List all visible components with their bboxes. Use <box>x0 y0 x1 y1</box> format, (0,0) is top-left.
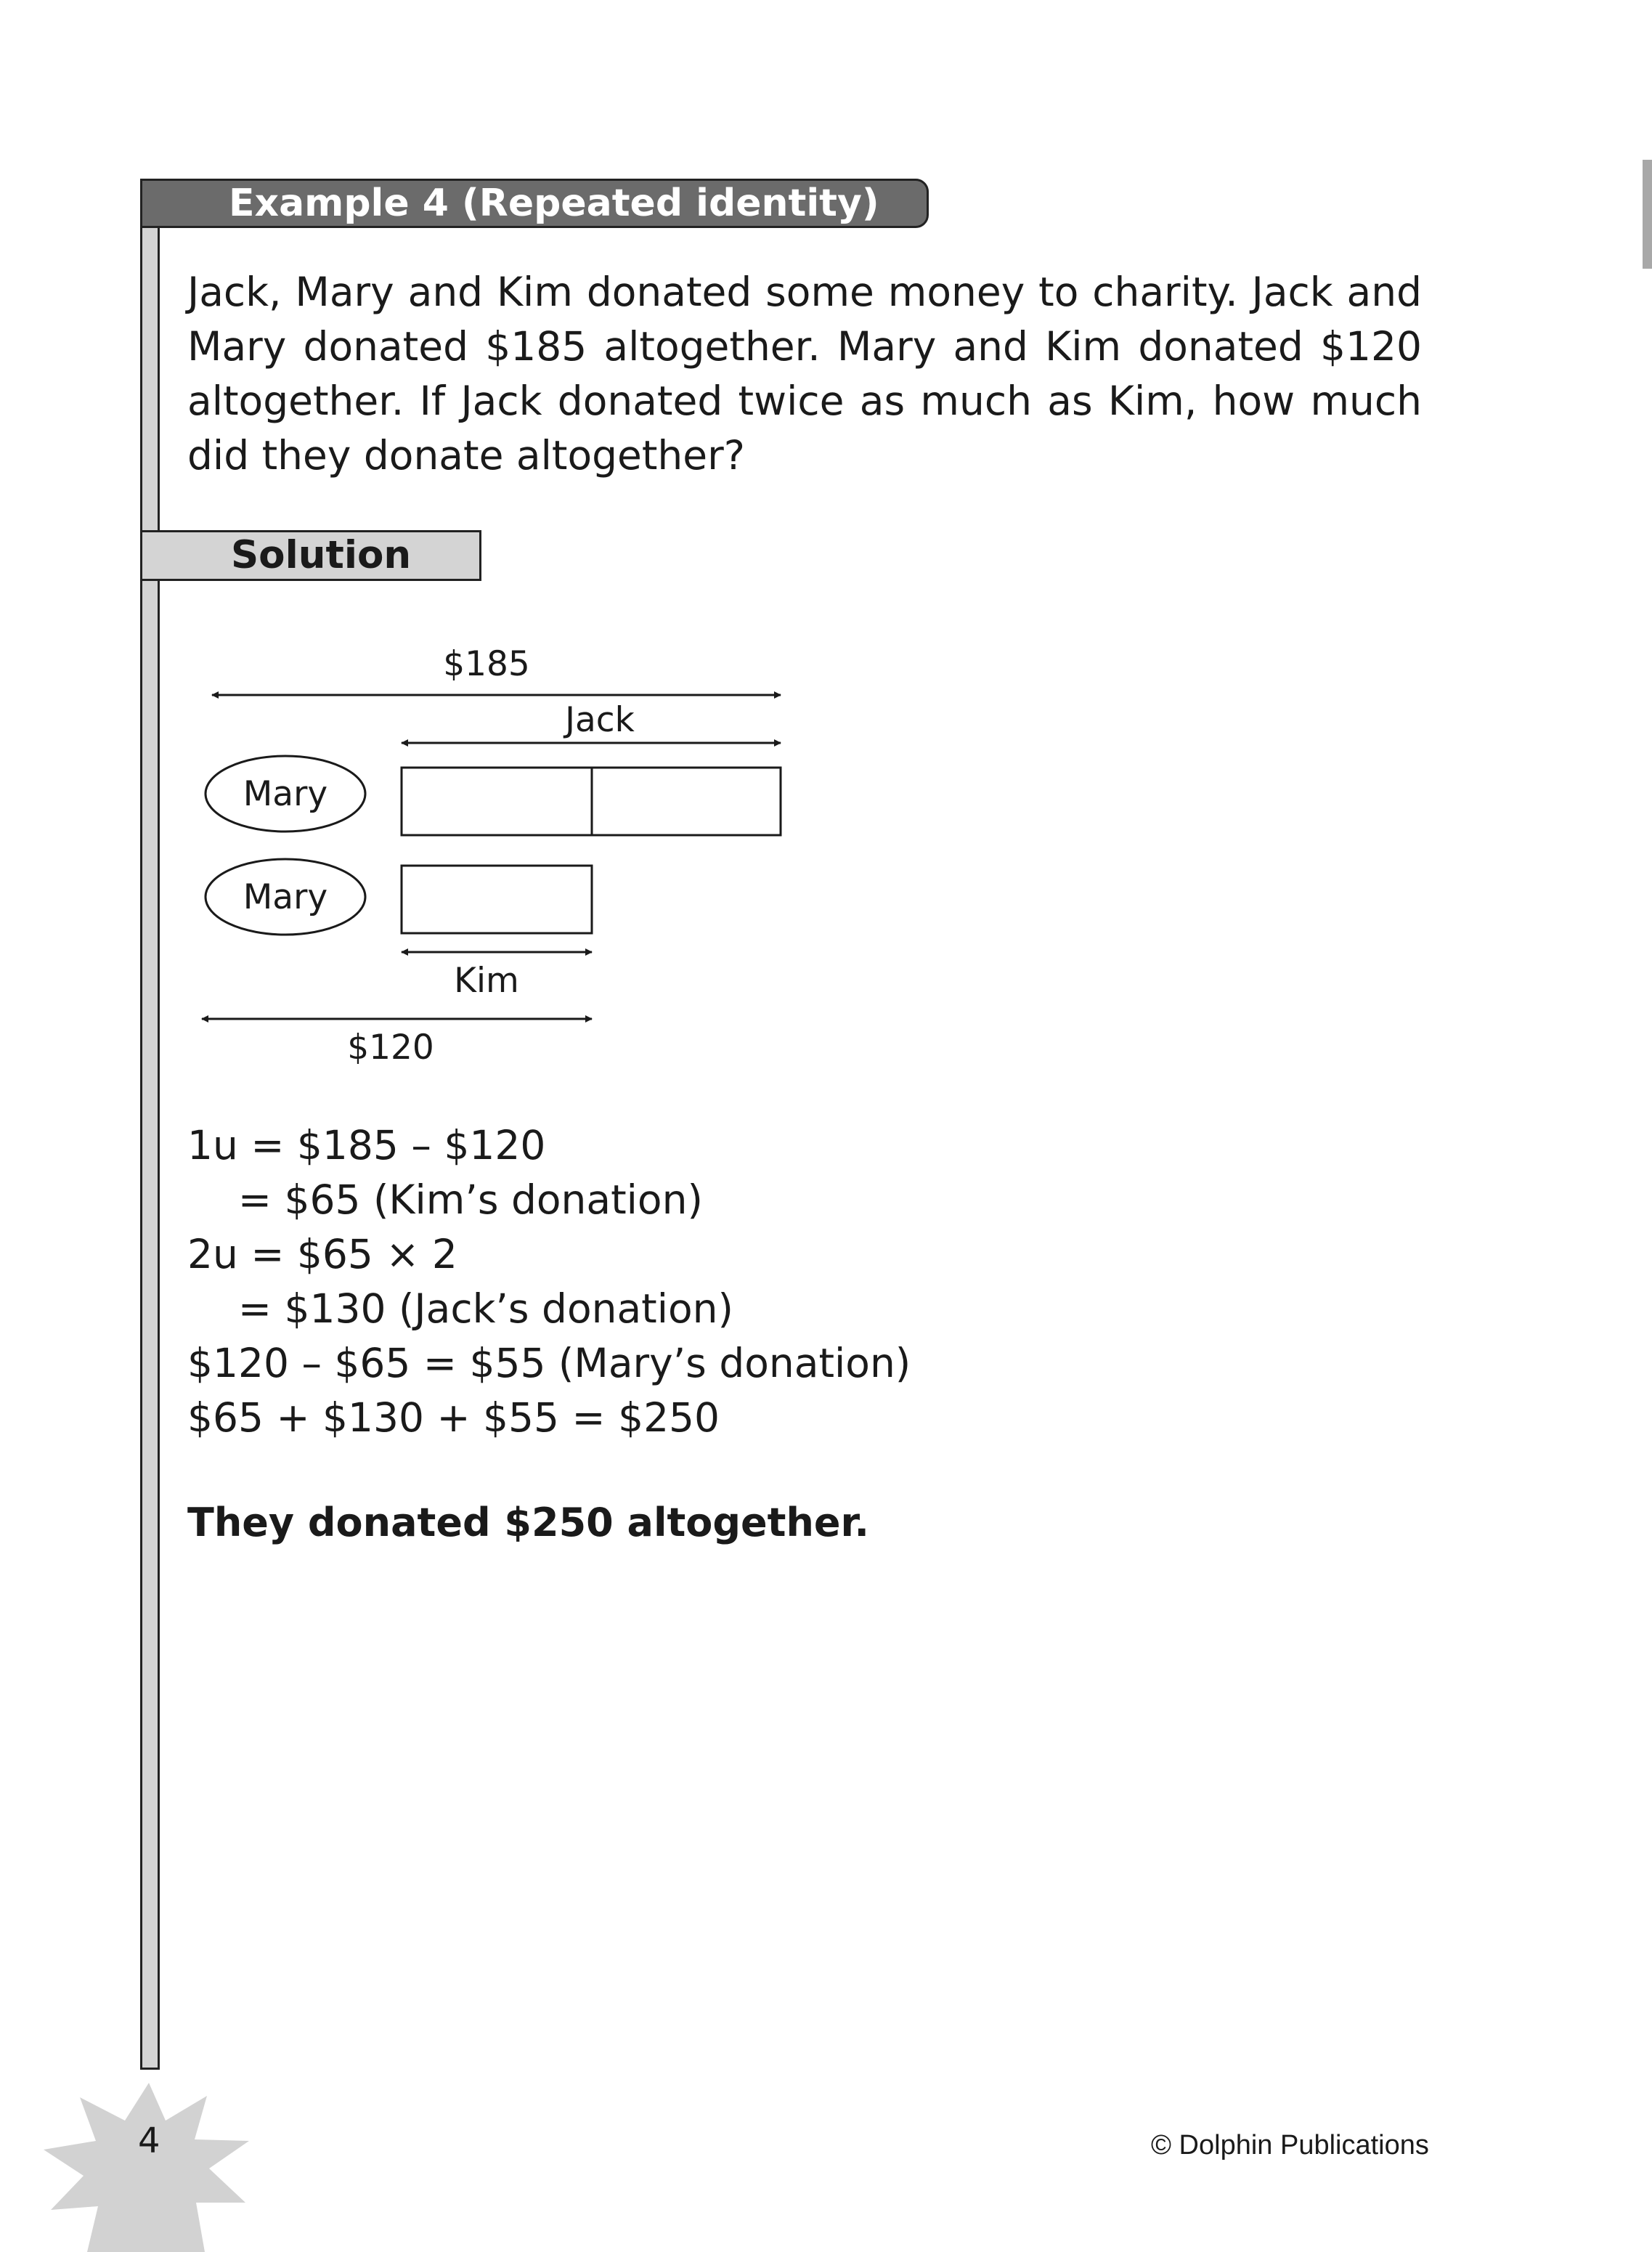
mary-label-2: Mary <box>243 877 328 917</box>
jack-unit-bar-2 <box>592 768 781 835</box>
page-number: 4 <box>138 2121 160 2161</box>
final-answer: They donated $250 altogether. <box>187 1500 869 1545</box>
jack-label: Jack <box>565 700 635 740</box>
working-line-4: = $130 (Jack’s donation) <box>187 1285 733 1332</box>
working-line-5: $120 – $65 = $55 (Mary’s donation) <box>187 1340 911 1386</box>
working-line-3: 2u = $65 × 2 <box>187 1231 457 1277</box>
copyright-notice: © Dolphin Publications <box>1151 2130 1429 2160</box>
bottom-total-label: $120 <box>347 1028 434 1068</box>
top-total-label: $185 <box>443 644 530 684</box>
kim-unit-bar <box>402 866 592 933</box>
solution-label: Solution <box>231 533 412 577</box>
working-line-1: 1u = $185 – $120 <box>187 1122 546 1168</box>
working-line-6: $65 + $130 + $55 = $250 <box>187 1394 720 1441</box>
question-text: Jack, Mary and Kim donated some money to charity. Jack and Mary donated $185 altogether. Mary and Kim donated $120 altogether. If Jack donated twice as much as Kim, how much did they donate altogether? <box>187 269 1422 479</box>
mary-label-1: Mary <box>243 774 328 814</box>
bar-model-diagram <box>0 0 1652 1089</box>
kim-label: Kim <box>454 961 519 1001</box>
jack-unit-bar-1 <box>402 768 592 835</box>
page-number-burst-icon <box>44 2083 254 2252</box>
example-title: Example 4 (Repeated identity) <box>229 182 879 225</box>
working-line-2: = $65 (Kim’s donation) <box>187 1176 703 1223</box>
